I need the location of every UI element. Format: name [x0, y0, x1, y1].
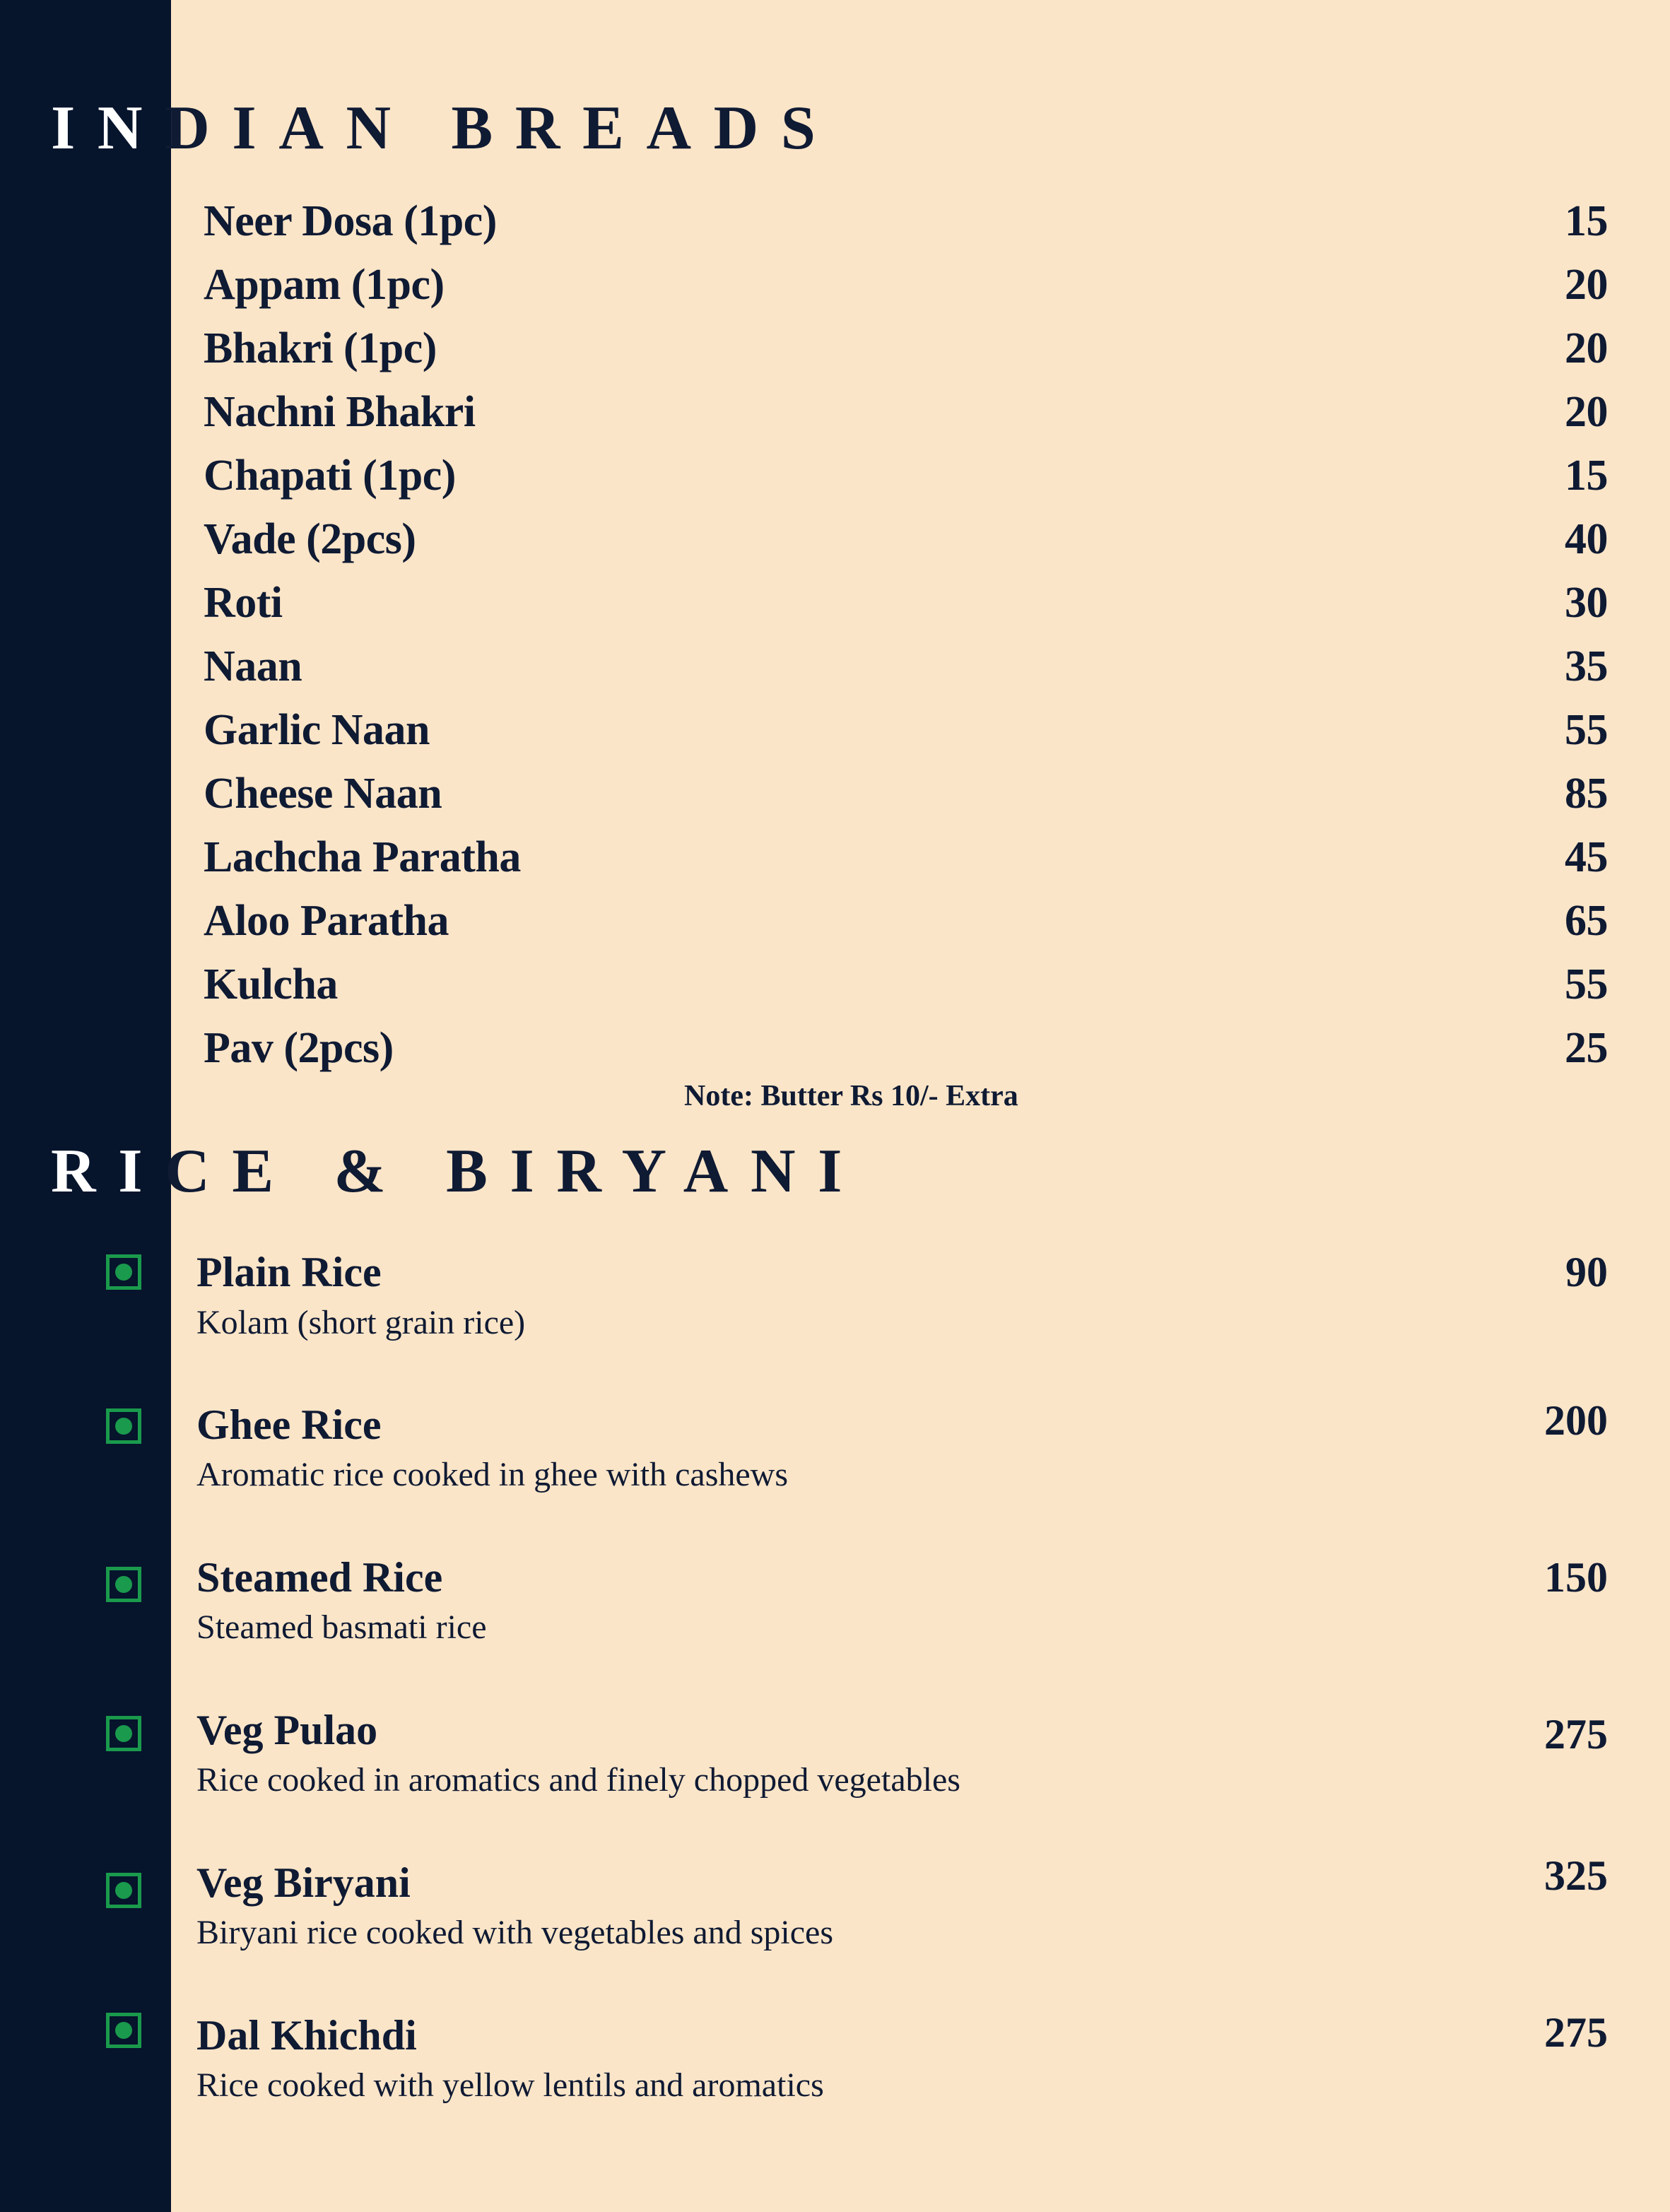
item-price: 150	[1544, 1554, 1608, 1601]
item-description: Biryani rice cooked with vegetables and spices	[196, 1914, 834, 1951]
menu-item-row	[204, 1020, 1608, 1076]
item-price: 20	[1565, 324, 1608, 372]
item-price: 25	[1565, 1024, 1608, 1072]
item-description: Kolam (short grain rice)	[196, 1304, 526, 1341]
item-name: Naan	[204, 642, 302, 690]
item-price: 65	[1565, 897, 1608, 945]
menu-item-row	[204, 447, 1608, 504]
item-price: 15	[1565, 197, 1608, 245]
menu-item-row	[204, 511, 1608, 567]
item-price: 20	[1565, 388, 1608, 436]
item-price: 45	[1565, 833, 1608, 881]
item-name: Bhakri (1pc)	[204, 324, 437, 372]
menu-item-row	[204, 638, 1608, 695]
item-name: Vade (2pcs)	[204, 515, 416, 563]
item-description: Rice cooked in aromatics and finely chopped vegetables	[196, 1761, 960, 1799]
rice-biryani-heading: RICE & BIRYANI	[51, 1137, 865, 1206]
item-name: Aloo Paratha	[204, 897, 449, 945]
item-description: Aromatic rice cooked in ghee with cashews	[196, 1456, 789, 1493]
item-name: Plain Rice	[196, 1249, 382, 1295]
item-price: 200	[1544, 1397, 1608, 1444]
item-price: 55	[1565, 960, 1608, 1008]
veg-symbol-icon	[106, 1567, 141, 1602]
left-navy-band	[0, 0, 171, 2212]
item-name: Roti	[204, 579, 283, 627]
item-price: 325	[1544, 1852, 1608, 1899]
veg-symbol-icon	[106, 1408, 141, 1444]
menu-item-row	[204, 575, 1608, 631]
item-price: 30	[1565, 579, 1608, 627]
menu-item-row	[204, 765, 1608, 822]
butter-note: Note: Butter Rs 10/- Extra	[684, 1080, 1018, 1112]
item-price: 20	[1565, 261, 1608, 309]
item-name: Dal Khichdi	[196, 2012, 417, 2059]
menu-item-row	[204, 320, 1608, 377]
menu-item-row	[204, 829, 1608, 886]
menu-item-row	[204, 193, 1608, 249]
item-name: Chapati (1pc)	[204, 452, 456, 500]
item-name: Ghee Rice	[196, 1401, 382, 1448]
item-name: Nachni Bhakri	[204, 388, 476, 436]
item-price: 85	[1565, 770, 1608, 818]
veg-symbol-icon	[106, 2013, 141, 2048]
menu-item-row	[204, 384, 1608, 440]
item-name: Steamed Rice	[196, 1554, 443, 1601]
menu-item-row	[204, 893, 1608, 949]
veg-symbol-icon	[106, 1716, 141, 1751]
menu-item-row	[204, 702, 1608, 758]
item-name: Veg Pulao	[196, 1707, 378, 1753]
item-price: 90	[1565, 1249, 1608, 1295]
item-name: Veg Biryani	[196, 1859, 411, 1906]
item-description: Steamed basmati rice	[196, 1608, 487, 1646]
item-name: Garlic Naan	[204, 706, 430, 754]
veg-symbol-icon	[106, 1873, 141, 1908]
veg-symbol-icon	[106, 1254, 141, 1290]
item-description: Rice cooked with yellow lentils and aromatics	[196, 2066, 824, 2104]
item-name: Neer Dosa (1pc)	[204, 197, 497, 245]
indian-breads-heading: INDIAN BREADS	[51, 94, 838, 163]
item-name: Kulcha	[204, 960, 338, 1008]
item-name: Cheese Naan	[204, 770, 442, 818]
item-name: Appam (1pc)	[204, 261, 445, 309]
item-price: 40	[1565, 515, 1608, 563]
menu-item-row	[204, 956, 1608, 1013]
menu-item-row	[204, 257, 1608, 313]
item-name: Lachcha Paratha	[204, 833, 521, 881]
item-name: Pav (2pcs)	[204, 1024, 394, 1072]
item-price: 275	[1544, 1711, 1608, 1758]
item-price: 15	[1565, 452, 1608, 500]
item-price: 275	[1544, 2009, 1608, 2056]
item-price: 55	[1565, 706, 1608, 754]
item-price: 35	[1565, 642, 1608, 690]
